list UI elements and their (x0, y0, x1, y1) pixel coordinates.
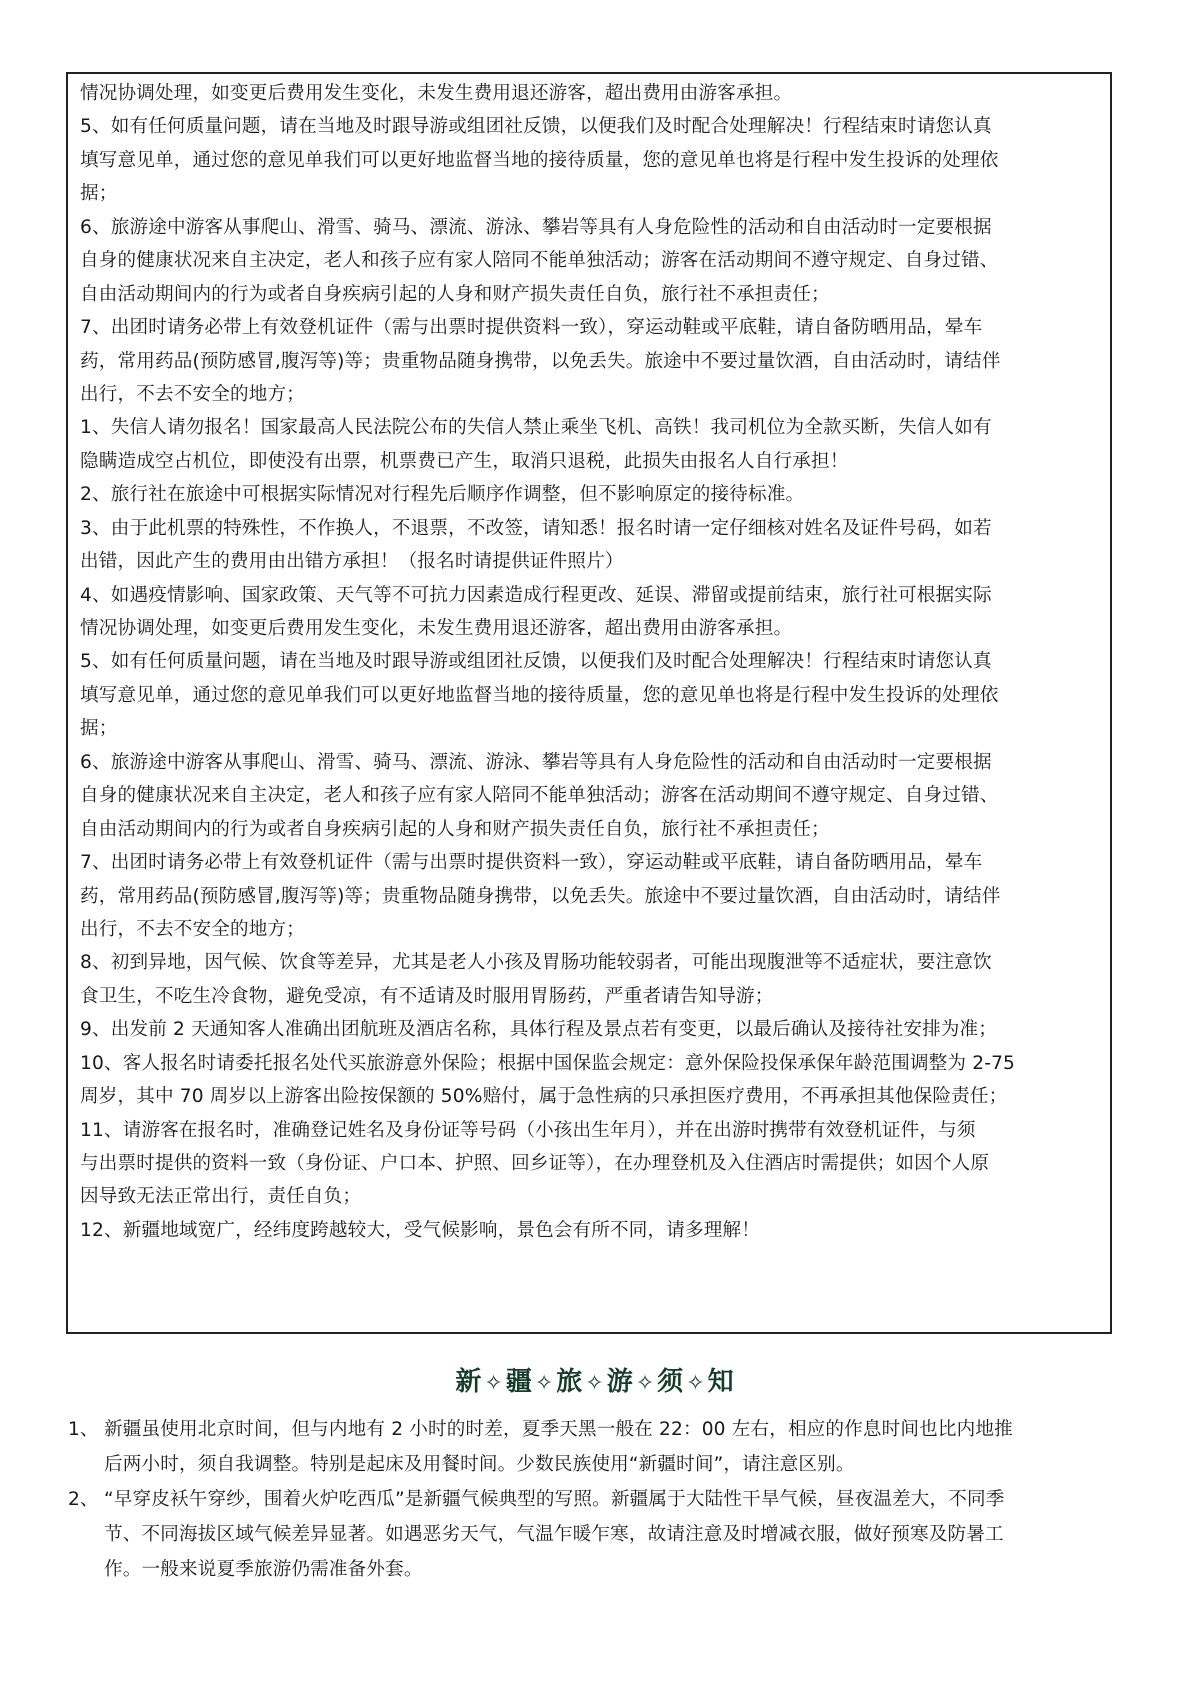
notice-line: 5、如有任何质量问题，请在当地及时跟导游或组团社反馈，以便我们及时配合处理解决！行程结束时请您认真 (80, 116, 992, 138)
notice-line: 自身的健康状况来自主决定，老人和孩子应有家人陪同不能单独活动；游客在活动期间不遵守规定、自身过错、 (80, 785, 999, 807)
notice-line: 食卫生，不吃生冷食物，避免受凉，有不适请及时服用胃肠药，严重者请告知导游； (80, 985, 774, 1007)
notice-line: 6、旅游途中游客从事爬山、滑雪、骑马、漂流、游泳、攀岩等具有人身危险性的活动和自由活动时一定要根据 (80, 216, 992, 238)
notice-line: 自由活动期间内的行为或者自身疾病引起的人身和财产损失责任自负，旅行社不承担责任； (80, 283, 830, 305)
notice-line: 情况协调处理，如变更后费用发生变化，未发生费用退还游客，超出费用由游客承担。 (80, 83, 793, 104)
notice-line: 11、请游客在报名时，准确登记姓名及身份证等号码（小孩出生年月），并在出游时携带有效登机证件，与须 (80, 1119, 976, 1141)
notice-line: 情况协调处理，如变更后费用发生变化，未发生费用退还游客，超出费用由游客承担。 (80, 618, 793, 639)
notice-line: 药，常用药品(预防感冒,腹泻等)等；贵重物品随身携带，以免丢失。旅途中不要过量饮酒，自由活动时，请结伴 (80, 350, 1001, 372)
notice-line: 8、初到异地，因气候、饮食等差异，尤其是老人小孩及胃肠功能较弱者，可能出现腹泄等不适症状，要注意饮 (80, 952, 992, 974)
title-char: 疆 (505, 1367, 533, 1397)
notice-line: 据； (80, 183, 118, 205)
tip-text-line: 作。一般来说夏季旅游仍需准备外套。 (104, 1559, 423, 1580)
notice-line: 填写意见单，通过您的意见单我们可以更好地监督当地的接待质量，您的意见单也将是行程中发生投诉的处理依 (80, 149, 999, 171)
title-char: 须 (657, 1367, 685, 1397)
section-title (0, 1362, 1190, 1404)
notice-line: 出错，因此产生的费用由出错方承担！（报名时请提供证件照片） (80, 551, 624, 573)
notice-line: 2、旅行社在旅途中可根据实际情况对行程先后顺序作调整，但不影响原定的接待标准。 (80, 484, 805, 506)
notice-line: 填写意见单，通过您的意见单我们可以更好地监督当地的接待质量，您的意见单也将是行程中发生投诉的处理依 (80, 684, 999, 706)
notice-line: 周岁，其中 70 周岁以上游客出险按保额的 50%赔付，属于急性病的只承担医疗费用，不再承担其他保险责任； (80, 1086, 1008, 1108)
tip-text-line: 节、不同海拔区域气候差异显著。如遇恶劣天气，气温乍暖乍寒，故请注意及时增减衣服，做好预寒及防暑工 (104, 1524, 1004, 1545)
tip-text-line: 后两小时，须自我调整。特别是起床及用餐时间。少数民族使用“新疆时间”，请注意区别。 (104, 1454, 855, 1475)
notice-line: 自由活动期间内的行为或者自身疾病引起的人身和财产损失责任自负，旅行社不承担责任； (80, 818, 830, 840)
title-char: 游 (606, 1367, 634, 1397)
notice-line: 出行，不去不安全的地方； (80, 918, 305, 940)
notice-line: 4、如遇疫情影响、国家政策、天气等不可抗力因素造成行程更改、延误、滞留或提前结束，旅行社可根据实际 (80, 584, 992, 606)
notice-line: 5、如有任何质量问题，请在当地及时跟导游或组团社反馈，以便我们及时配合处理解决！行程结束时请您认真 (80, 651, 992, 673)
notice-line: 1、失信人请勿报名！国家最高人民法院公布的失信人禁止乘坐飞机、高铁！我司机位为全款买断，失信人如有 (80, 417, 992, 439)
tip-item (68, 1482, 1118, 1587)
title-char: 旅 (556, 1367, 584, 1397)
sparkle-separator-icon: ✧ (534, 1371, 555, 1396)
tip-number: 1、 (68, 1419, 99, 1440)
notice-line: 出行，不去不安全的地方； (80, 383, 305, 405)
tip-item (68, 1412, 1118, 1482)
sparkle-separator-icon: ✧ (686, 1371, 706, 1396)
notice-line: 据； (80, 718, 118, 740)
notice-line: 因导致无法正常出行，责任自负； (80, 1186, 362, 1208)
sparkle-separator-icon: ✧ (635, 1371, 656, 1396)
notice-line: 9、出发前 2 天通知客人准确出团航班及酒店名称，具体行程及景点若有变更，以最后确认及接待社安排为准； (80, 1019, 998, 1041)
notice-line: 10、客人报名时请委托报名处代买旅游意外保险；根据中国保监会规定：意外保险投保承保年龄范围调整为 2-75 (80, 1052, 1016, 1074)
travel-notice-box (66, 72, 1112, 1334)
title-char: 新 (455, 1367, 483, 1397)
sparkle-separator-icon: ✧ (484, 1371, 504, 1396)
notice-line: 与出票时提供的资料一致（身份证、户口本、护照、回乡证等），在办理登机及入住酒店时需提供；如因个人原 (80, 1153, 990, 1174)
notice-line: 3、由于此机票的特殊性，不作换人，不退票，不改签，请知悉！报名时请一定仔细核对姓名及证件号码，如若 (80, 517, 992, 539)
tip-number: 2、 (68, 1489, 99, 1510)
notice-line: 12、新疆地域宽广，经纬度跨越较大，受气候影响，景色会有所不同，请多理解！ (80, 1219, 760, 1241)
title-char: 知 (707, 1367, 735, 1397)
notice-line: 6、旅游途中游客从事爬山、滑雪、骑马、漂流、游泳、攀岩等具有人身危险性的活动和自由活动时一定要根据 (80, 751, 992, 773)
tip-text-line: “早穿皮袄午穿纱，围着火炉吃西瓜”是新疆气候典型的写照。新疆属于大陆性干旱气候，昼夜温差大，不同季 (104, 1489, 1005, 1510)
xinjiang-tips-list (68, 1412, 1118, 1587)
notice-line: 7、出团时请务必带上有效登机证件（需与出票时提供资料一致），穿运动鞋或平底鞋，请自备防晒用品，晕车 (80, 852, 983, 874)
tip-text-line: 新疆虽使用北京时间，但与内地有 2 小时的时差，夏季天黑一般在 22：00 左右，相应的作息时间也比内地推 (104, 1419, 1013, 1440)
sparkle-separator-icon: ✧ (585, 1371, 605, 1396)
notice-line: 药，常用药品(预防感冒,腹泻等)等；贵重物品随身携带，以免丢失。旅途中不要过量饮酒，自由活动时，请结伴 (80, 885, 1001, 907)
notice-line: 7、出团时请务必带上有效登机证件（需与出票时提供资料一致），穿运动鞋或平底鞋，请自备防晒用品，晕车 (80, 317, 983, 339)
notice-line: 隐瞒造成空占机位，即使没有出票，机票费已产生，取消只退税，此损失由报名人自行承担！ (80, 450, 849, 472)
notice-line: 自身的健康状况来自主决定，老人和孩子应有家人陪同不能单独活动；游客在活动期间不遵守规定、自身过错、 (80, 250, 999, 272)
